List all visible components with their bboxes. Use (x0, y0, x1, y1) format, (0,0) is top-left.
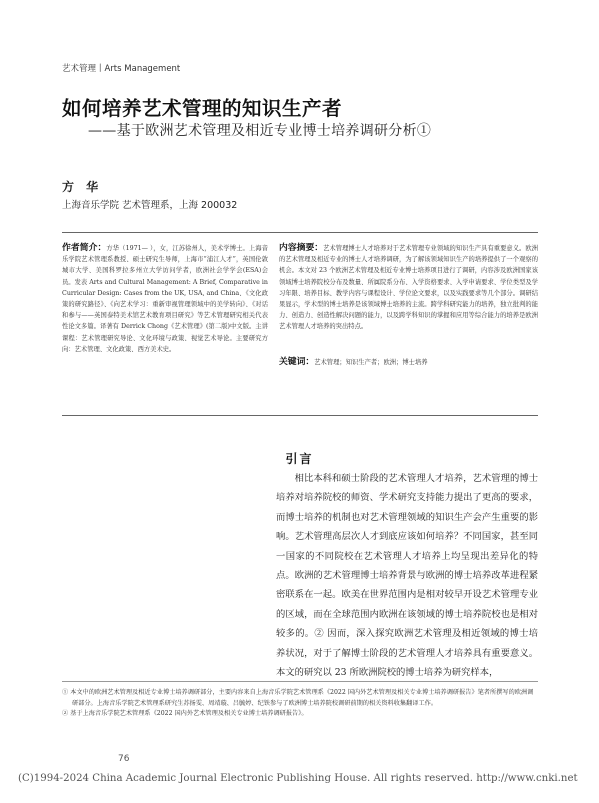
mid-divider (62, 415, 538, 416)
footnote-2: ② 基于上海音乐学院艺术管理系《2022 国内外艺术管理及相关专业博士培养调研报告》。 (62, 710, 308, 718)
author-bio-text: 方华（1971— ），女，江苏徐州人，美术学博士。上海音乐学院艺术管理系教授、硕士研究生导师，上海市“浦江人才”，英国伦敦城市大学、美国科罗拉多州立大学访问学者，欧洲社会学学会(ESA)会员。发表 Arts and Cultural Management: A Brief, Comparative in Curricular Design: Cases from the UK, USA, and China、《文化政策的研究路径》、《向艺术学习：重新审视管理领域中的美学转向》、《对话和参与——英国泰特美术馆艺术教育项目研究》等艺术管理研究相关代表性论文多篇。译著有 Derrick Chong《艺术管理》(第二版)中文版。主讲课程：艺术管理研究导论、文化环境与政策、视觉艺术导论。主要研究方向：艺术管理、文化政策、西方美术史。 (62, 245, 268, 353)
keywords-label: 关键词： (279, 357, 315, 367)
author-bio-label: 作者简介： (62, 243, 107, 253)
body-paragraph: 相比本科和硕士阶段的艺术管理人才培养，艺术管理的博士培养对培养院校的师资、学术研究支持能力提出了更高的要求，而博士培养的机制也对艺术管理领域的知识生产会产生重要的影响。艺术管理高层次人才到底应该如何培养？不同国家，甚至同一国家的不同院校在艺术管理人才培养上均呈现出差异化的特点。欧洲的艺术管理博士培养背景与欧洲的博士培养改革进程紧密联系在一起。欧美在世界范围内是相对较早开设艺术管理专业的区域，而在全球范围内欧洲在该领域的博士培养院校也是相对较多的。② 因而，深入探究欧洲艺术管理及相近领域的博士培养状况，对于了解博士阶段的艺术管理人才培养具有重要意义。本文的研究以 23 所欧洲院校的博士培养为研究样本， (276, 473, 538, 679)
page-number: 76 (118, 754, 130, 764)
article-subtitle: ——基于欧洲艺术管理及相近专业博士培养调研分析① (88, 123, 432, 139)
section-title: 引言 (285, 452, 314, 466)
journal-header: 艺术管理丨Arts Management (62, 64, 181, 74)
author-affiliation: 上海音乐学院 艺术管理系，上海 200032 (62, 200, 238, 211)
body-text (276, 469, 538, 682)
abstract (279, 243, 538, 333)
footnote-1: ① 本文中的欧洲艺术管理及相近专业博士培养调研部分，主要内容来自上海音乐学院艺术管理系《2022 国内外艺术管理及相关专业博士培养调研报告》笔者所撰写的欧洲调研部分。上海音乐学院艺术管理系研究生苏扬雯、周靖璇、吕毓婷、纪铁参与了欧洲博士培养院校调研前期的相关资料收集翻译工作。 (62, 689, 534, 707)
footnote-divider (62, 681, 538, 682)
copyright-watermark: (C)1994-2024 China Academic Journal Electronic Publishing House. All rights reserved. http://www.cnki.net (18, 773, 578, 784)
abstract-label: 内容摘要： (279, 243, 324, 253)
keywords-text: 艺术管理；知识生产者；欧洲；博士培养 (314, 359, 428, 366)
article-title: 如何培养艺术管理的知识生产者 (62, 97, 343, 120)
keywords (279, 354, 538, 367)
author-name: 方 华 (62, 180, 103, 194)
footnotes (62, 688, 538, 720)
top-divider (62, 232, 538, 233)
abstract-text: 艺术管理博士人才培养对于艺术管理专业领域的知识生产具有重要意义。欧洲的艺术管理及相近专业的博士人才培养调研，为了解该领域知识生产的培养提供了一个观察的机会。本文对 23 个欧洲艺术管理及相近专业博士培养项目进行了调研，内容涉及欧洲国家该领域博士培养院校分布及数量、所属院系分布、入学资格要求、入学申请要求、学位类型及学习年限、培养目标、教学内容与课程设计、学位论文要求，以及实践要求等几个部分。调研结果显示，学术型的博士培养是该领域博士培养的主流。跨学科研究能力的培养，独立批判的能力、创造力、创造性解决问题的能力，以及跨学科知识的掌握和应用等综合能力的培养是欧洲艺术管理人才培养的突出特点。 (279, 245, 538, 331)
author-bio (62, 243, 268, 355)
